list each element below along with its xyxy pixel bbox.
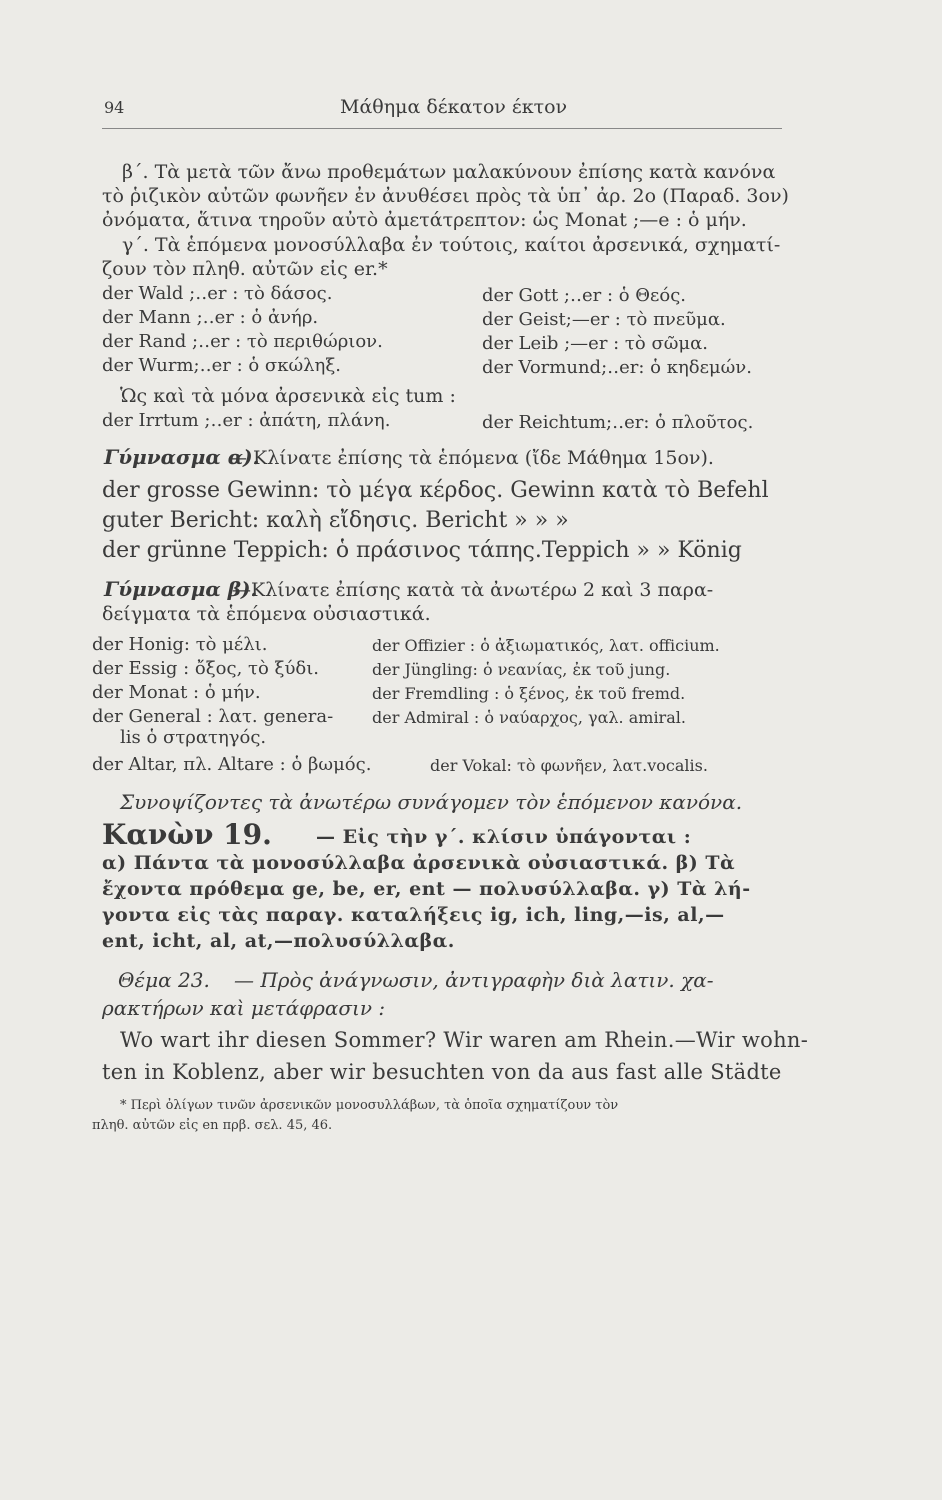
tum-left: der Irrtum ;‥er : ἀπάτη, πλάνη. bbox=[102, 410, 391, 431]
summary-line: Συνοψίζοντες τὰ ἀνωτέρω συνάγομεν τὸν ἑπόμενον κανόνα. bbox=[120, 790, 743, 814]
vocab2-left-5: lis ὁ στρατηγός. bbox=[120, 727, 267, 748]
vocab2-left-6: der Altar, πλ. Altare : ὁ βωμός. bbox=[92, 754, 372, 775]
rule-title: Κανὼν 19. bbox=[102, 818, 272, 851]
vocab1-left-1: der Wald ;‥er : τὸ δάσος. bbox=[102, 283, 333, 304]
vocab2-left-1: der Honig: τὸ μέλι. bbox=[92, 634, 268, 655]
exercise-b-label: Γύμνασμα β). bbox=[104, 577, 258, 601]
vocab2-left-3: der Monat : ὁ μήν. bbox=[92, 682, 261, 703]
page-number: 94 bbox=[104, 98, 125, 117]
rule-line-4: γοντα εἰς τὰς παραγ. καταλήξεις ig, ich, ling,—is, al,— bbox=[102, 904, 725, 926]
vocab1-left-2: der Mann ;‥er : ὁ ἀνήρ. bbox=[102, 307, 319, 328]
vocab2-right-1: der Offizier : ὁ ἀξιωματικός, λατ. officium. bbox=[372, 636, 720, 655]
vocab2-right-5: der Vokal: τὸ φωνῆεν, λατ.vocalis. bbox=[430, 756, 708, 775]
german-line-1: Wo wart ihr diesen Sommer? Wir waren am Rhein.—Wir wohn- bbox=[120, 1028, 809, 1052]
vocab2-right-4: der Admiral : ὁ ναύαρχος, γαλ. amiral. bbox=[372, 708, 686, 727]
footnote-line-2: πληθ. αὐτῶν εἰς en πρβ. σελ. 45, 46. bbox=[92, 1118, 333, 1133]
theme-label: Θέμα 23. bbox=[118, 968, 210, 992]
theme-line-1: — Πρὸς ἀνάγνωσιν, ἀντιγραφὴν διὰ λατιν. χα- bbox=[234, 968, 714, 992]
intro-line-4: γ΄. Τὰ ἑπόμενα μονοσύλλαβα ἐν τούτοις, καίτοι ἀρσενικά, σχηματί- bbox=[122, 234, 781, 256]
intro-line-5: ζουν τὸν πληθ. αὐτῶν εἰς er.* bbox=[102, 258, 388, 280]
exercise-a-text: — Κλίνατε ἐπίσης τὰ ἑπόμενα (ἴδε Μάθημα 15ον). bbox=[228, 447, 714, 469]
exercise-a-row-2: guter Bericht: καλὴ εἴδησις. Bericht » » » bbox=[102, 508, 569, 533]
vocab2-right-3: der Fremdling : ὁ ξένος, ἐκ τοῦ fremd. bbox=[372, 684, 686, 703]
page-title: Μάθημα δέκατον έκτον bbox=[340, 96, 568, 118]
exercise-a-row-1: der grosse Gewinn: τὸ μέγα κέρδος. Gewinn κατὰ τὸ Befehl bbox=[102, 478, 769, 503]
vocab2-right-2: der Jüngling: ὁ νεανίας, ἐκ τοῦ jung. bbox=[372, 660, 671, 679]
intro-line-3: ὀνόματα, ἅτινα τηροῦν αὐτὸ ἀμετάτρεπτον: ὡς Monat ;—e : ὁ μήν. bbox=[102, 209, 747, 231]
intro-line-2: τὸ ῥιζικὸν αὐτῶν φωνῆεν ἐν ἀνυθέσει πρὸς τὰ ὑπ᾽ ἀρ. 2ο (Παραδ. 3ον) bbox=[102, 185, 789, 207]
vocab1-right-4: der Vormund;‥er: ὁ κηδεμών. bbox=[482, 357, 752, 378]
rule-line-1: — Εἰς τὴν γ΄. κλίσιν ὑπάγονται : bbox=[316, 826, 692, 848]
header-divider bbox=[102, 128, 782, 129]
exercise-b-line-2: δείγματα τὰ ἑπόμενα οὐσιαστικά. bbox=[102, 603, 431, 625]
tum-right: der Reichtum;‥er: ὁ πλοῦτος. bbox=[482, 412, 754, 433]
exercise-a-row-3: der grünne Teppich: ὁ πράσινος τάπης.Teppich » » König bbox=[102, 538, 742, 563]
vocab1-left-3: der Rand ;‥er : τὸ περιθώριον. bbox=[102, 331, 383, 352]
vocab1-left-4: der Wurm;‥er : ὁ σκώληξ. bbox=[102, 355, 341, 376]
intro-line-1: β΄. Τὰ μετὰ τῶν ἄνω προθεμάτων μαλακύνουν ἐπίσης κατὰ κανόνα bbox=[122, 161, 776, 183]
vocab2-left-4: der General : λατ. genera- bbox=[92, 706, 334, 727]
vocab1-right-2: der Geist;—er : τὸ πνεῦμα. bbox=[482, 309, 726, 330]
rule-line-3: ἔχοντα πρόθεμα ge, be, er, ent — πολυσύλλαβα. γ) Τὰ λή- bbox=[102, 878, 751, 900]
rule-line-2: α) Πάντα τὰ μονοσύλλαβα ἀρσενικὰ οὐσιαστικά. β) Τὰ bbox=[102, 852, 736, 874]
rule-line-5: ent, icht, al, at,—πολυσύλλαβα. bbox=[102, 930, 455, 952]
footnote-line-1: * Περὶ ὀλίγων τινῶν ἀρσενικῶν μονοσυλλάβων, τὰ ὁποῖα σχηματίζουν τὸν bbox=[120, 1098, 619, 1113]
exercise-b-line-1: —Κλίνατε ἐπίσης κατὰ τὰ ἀνωτέρω 2 καὶ 3 παρα- bbox=[232, 579, 714, 601]
german-line-2: ten in Koblenz, aber wir besuchten von da aus fast alle Städte bbox=[102, 1060, 782, 1084]
vocab1-right-3: der Leib ;—er : τὸ σῶμα. bbox=[482, 333, 708, 354]
vocab2-left-2: der Essig : ὄξος, τὸ ξύδι. bbox=[92, 658, 320, 679]
exercise-a-label: Γύμνασμα α). bbox=[104, 445, 260, 469]
vocab1-right-1: der Gott ;‥er : ὁ Θεός. bbox=[482, 285, 687, 306]
theme-line-2: ρακτήρων καὶ μετάφρασιν : bbox=[102, 996, 386, 1020]
tum-line: Ὡς καὶ τὰ μόνα ἀρσενικὰ εἰς tum : bbox=[120, 385, 456, 407]
